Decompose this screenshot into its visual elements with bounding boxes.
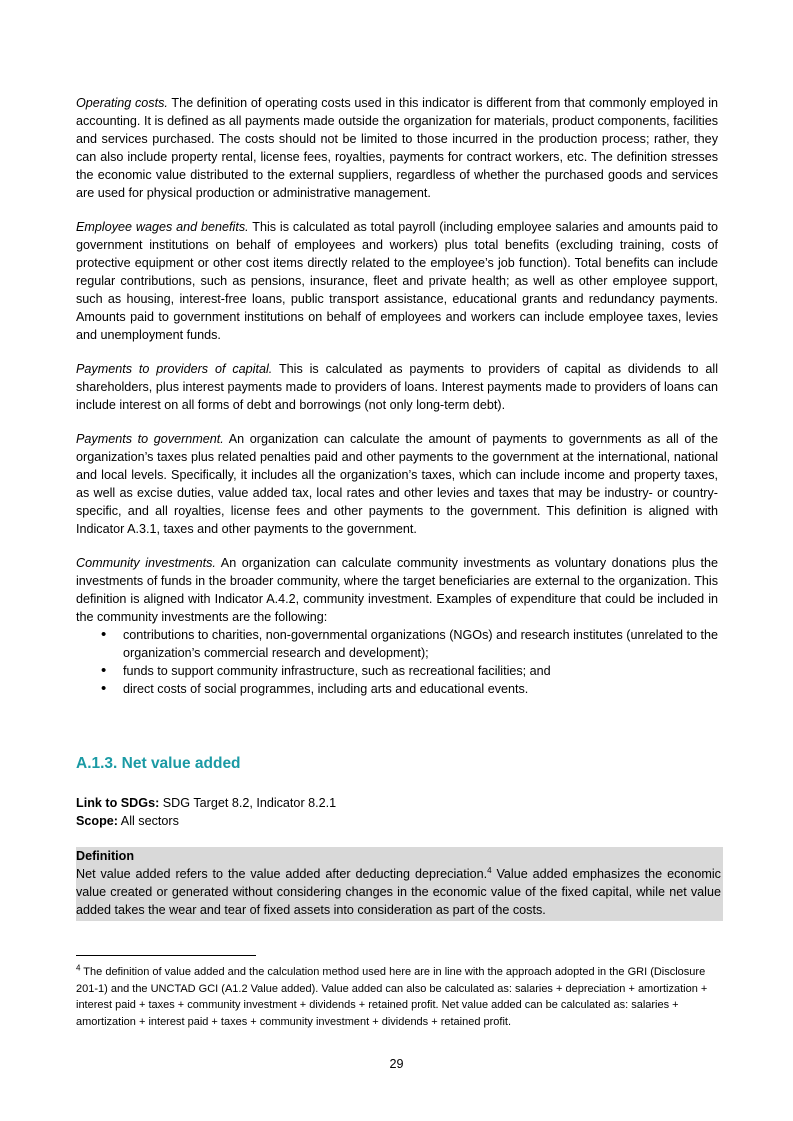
definition-box xyxy=(76,847,723,921)
footnote xyxy=(76,964,716,1030)
sdg-link-value: SDG Target 8.2, Indicator 8.2.1 xyxy=(159,796,337,810)
term-employee-wages: Employee wages and benefits. xyxy=(76,220,249,234)
scope-value: All sectors xyxy=(118,814,179,828)
paragraph-body: An organization can calculate community investments as voluntary donations plus the investments of funds in the broader community, where the target beneficiaries are external to the organization. This definition is aligned with Indicator A.4.2, community investment. Examples of expenditure that could be included in the community investments are the following: xyxy=(76,556,719,624)
scope-line xyxy=(76,812,718,830)
footnote-number: 4 xyxy=(76,963,81,973)
paragraph-body: An organization can calculate the amount of payments to governments as all of the organization’s taxes plus related penalties paid and other payments to the government at the international, national and local levels. Specifically, it includes all the organization’s taxes, which can include income and property taxes, as well as excise duties, value added tax, local rates and other levies and taxes that may be industry- or country-specific, and all royalties, license fees and other payments to the government. This definition is aligned with Indicator A.3.1, taxes and other payments to the government. xyxy=(76,432,718,536)
paragraph-body: This is calculated as payments to providers of capital as dividends to all shareholders, plus interest payments made to providers of loans. Interest payments made to providers of loans can include interest on all forms of debt and borrowings (not only long-term debt). xyxy=(76,362,718,412)
paragraph-body: This is calculated as total payroll (including employee salaries and amounts paid to government institutions on behalf of employees and workers) plus total benefits (excluding training, costs of protective equipment or other cost items directly related to the employee’s job function). Total benefits can include regular contributions, such as pensions, insurance, fleet and private health; as well as other employee support, such as housing, interest-free loans, public transport assistance, educational grants and redundancy payments. Amounts paid to government institutions on behalf of employees and workers can include employee taxes, levies and unemployment funds. xyxy=(76,220,718,342)
definition-text xyxy=(76,865,721,919)
footnote-text: The definition of value added and the calculation method used here are in line with the approach adopted in the GRI (Disclosure 201-1) and the UNCTAD GCI (A1.2 Value added). Value added can also be calculated as: salaries + depreciation + amortization + interest paid + taxes + community investment + dividends + retained profit. Net value added can be calculated as: salaries + amortization + interest paid + taxes + community investment + dividends + retained profit. xyxy=(76,966,708,1028)
footnote-reference: 4 xyxy=(487,865,492,875)
list-item: • direct costs of social programmes, including arts and educational events. xyxy=(123,680,718,698)
paragraph-community-investments xyxy=(76,554,718,626)
scope-label: Scope: xyxy=(76,814,118,828)
paragraph-providers-of-capital xyxy=(76,360,718,414)
term-payments-to-government: Payments to government. xyxy=(76,432,224,446)
paragraph-body: The definition of operating costs used in this indicator is different from that commonly employed in accounting. It is defined as all payments made outside the organization for materials, product components, facilities and services purchased. The costs should not be limited to those incurred in the production process; rather, they can also include property rental, license fees, royalties, payments for contract workers, etc. The definition stresses the economic value distributed to the external suppliers, regardless of whether the purchased goods and services are used for physical production or administrative management. xyxy=(76,96,719,200)
definition-text-end: Value added emphasizes the economic value created or generated without considering changes in the economic value of the fixed capital, while net value added takes the wear and tear of fixed assets into consideration as part of the costs. xyxy=(76,867,721,917)
definition-text-start: Net value added refers to the value added after deducting depreciation. xyxy=(76,867,488,881)
paragraph-operating-costs xyxy=(76,94,718,202)
expenditure-list xyxy=(76,626,718,698)
page-number: 29 xyxy=(389,1057,404,1071)
paragraph-payments-to-government xyxy=(76,430,718,538)
paragraph-employee-wages xyxy=(76,218,718,344)
sdg-link-line xyxy=(76,794,718,812)
term-operating-costs: Operating costs. xyxy=(76,96,168,110)
term-providers-of-capital: Payments to providers of capital. xyxy=(76,362,273,376)
footnote-divider xyxy=(76,955,256,956)
sdg-link-label: Link to SDGs: xyxy=(76,796,160,810)
page-content xyxy=(76,94,721,921)
definition-title: Definition xyxy=(76,849,135,863)
section-heading: A.1.3. Net value added xyxy=(76,755,241,772)
list-item: • contributions to charities, non-governmental organizations (NGOs) and research institutes (unrelated to the organization’s commercial research and development); xyxy=(123,626,718,662)
term-community-investments: Community investments. xyxy=(76,556,216,570)
list-item: • funds to support community infrastructure, such as recreational facilities; and xyxy=(123,662,718,680)
